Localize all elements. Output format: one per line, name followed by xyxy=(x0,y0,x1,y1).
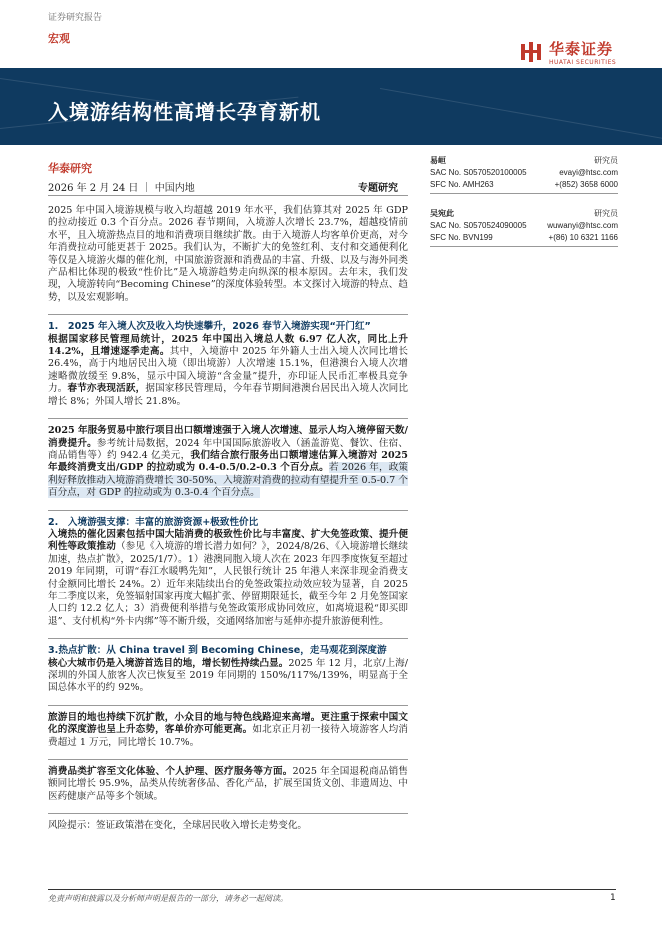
paragraph-text: 参考统计局数据，2024 年中国国际旅游收入（涵盖游览、餐饮、住宿、商品销售等）约 942.4 亿美元， xyxy=(48,437,408,461)
report-sector: 宏观 xyxy=(48,32,70,45)
logo-text-en: HUATAI SECURITIES xyxy=(549,59,617,66)
paragraph-text: 若 2026 年，政策利好释放推动入境游消费增长 30-50%、入境游对消费的拉动有望提升至 0.5-0.7 个百分点，对 GDP 的拉动或为 0.3-0.4 个百分点。 xyxy=(48,462,409,499)
analyst-role: 研究员 xyxy=(594,209,618,218)
brand-logo xyxy=(519,38,616,66)
section-3 xyxy=(48,638,408,695)
section-lead: 根据国家移民管理局统计，2025 年中国出入境总人数 6.97 亿人次，同比上升 14.2%，且增速逐季走高。 xyxy=(48,333,408,358)
analyst-sac: SAC No. S0570520100005 xyxy=(430,168,527,177)
analyst-card xyxy=(430,208,618,247)
research-org: 华泰研究 xyxy=(48,162,92,175)
section-text: 2025 年 12 月，北京/上海/深圳的外国人旅客人次已恢复至 2019 年同期的 150%/117%/139%，明显高于全国总体水平的约 92%。 xyxy=(48,657,408,694)
intro-paragraph: 2025 年中国入境游规模与收入均超越 2019 年水平，我们估算其对 2025 年 GDP 的拉动接近 0.3 个百分点。2026 春节期间，入境游人次增长 23.7%，超越疫情前水平，且入境游热点目的地和消费项目继续扩散。由于入境游人均客单价更高，对今年消费拉动可能更甚于 2025。我们认为，不断扩大的免签红利、支付和交通便利化等仅是入境游火爆的催化剂，中国旅游资源和消费品的丰富、升级、以及与海外同类产品相比体现的极致“性价比”是入境游趋势走向纵深的根本原因。去年末，我们发现，入境游转向“Becoming Chinese”的深度体验转型。本文探讨入境游的特点、趋势，以及宏观影响。 xyxy=(48,205,408,303)
section-heading: 1. 2025 年入境人次及收入均快速攀升，2026 春节入境游实现“开门红” xyxy=(48,321,371,333)
section-text: 据国家移民管理局，今年春节期间港澳台居民出入境人次同比增长 8%；外国人增长 21.8%。 xyxy=(48,383,409,407)
section-heading: 3.热点扩散：从 China travel 到 Becoming Chinese，走马观花到深度游 xyxy=(48,645,387,657)
section-lead: 春节亦表现活跃， xyxy=(67,383,146,395)
report-type: 专题研究 xyxy=(358,183,398,194)
report-body xyxy=(48,205,408,839)
paragraph-text: 如北京正月初一接待入境游客人均消费超过 1 万元，同比增长 10.7%。 xyxy=(48,724,409,748)
meta-divider xyxy=(48,195,408,196)
paragraph-destinations xyxy=(48,705,408,749)
analyst-sac: SAC No. S0570524090005 xyxy=(430,221,527,230)
section-lead: 核心大城市仍是入境游首选目的地，增长韧性持续凸显。 xyxy=(48,657,289,669)
paragraph-lead: 2025 年服务贸易中旅行项目出口额增速强于入境人次增速、显示人均入境停留天数/消费提升。 xyxy=(48,425,408,449)
analyst-sfc: SFC No. AMH263 xyxy=(430,180,494,189)
paragraph-services-trade xyxy=(48,418,408,499)
risk-note: 风险提示：签证政策潜在变化，全球居民收入增长走势变化。 xyxy=(48,813,408,832)
analyst-card xyxy=(430,155,618,194)
analyst-email[interactable]: evayi@htsc.com xyxy=(559,168,618,177)
logo-icon xyxy=(519,40,543,64)
paragraph-lead: 旅游目的地也持续下沉扩散，小众目的地与特色线路迎来高增。更注重于探索中国文化的深度游也呈上升态势，客单价亦可能更高。 xyxy=(48,711,408,736)
section-1 xyxy=(48,314,408,408)
title-banner xyxy=(0,68,662,145)
paragraph-lead: 消费品类扩容至文化体验、个人护理、医疗服务等方面。 xyxy=(48,766,293,778)
section-heading: 2. 入境游强支撑：丰富的旅游资源+极致性价比 xyxy=(48,516,259,528)
page-number: 1 xyxy=(610,893,616,903)
section-text: （参见《入境游的增长潜力如何？》，2024/8/26、《入境游增长继续加速，热点扩散》，2025/1/7）。1）港澳同胞入境人次在 2023 年四季度恢复至超过 2019 年同期，可谓“春江水暖鸭先知”，人民银行统计 25 年港人来深非现金消费支付金额同比增长 24%。2）近年来陆续出台的免签政策拉动效应较为显著，自 2025 年二季度以来，免签辐射国家再度大幅扩张、停留期限延长，截至今年 2 月免签国家人口约 12.2 亿人；3）消费便利举措与免签政策形成协同效应，如离境退税“即买即退”、支付机构“外卡内绑”等不断升级，交通网络加密与延伸亦提升旅游便利性。 xyxy=(48,541,409,627)
paragraph-highlight: 我们结合旅行服务出口额增速估算入境游对 2025 年最终消费支出/GDP 的拉动或为 0.4-0.5/0.2-0.3 个百分点。 xyxy=(48,449,408,474)
analyst-role: 研究员 xyxy=(594,156,618,165)
report-date-location: 2026 年 2 月 24 日 ｜ 中国内地 xyxy=(48,183,195,194)
analyst-email[interactable]: wuwanyi@htsc.com xyxy=(547,221,618,230)
section-lead: 入境热的催化因素包括中国大陆消费的极致性价比与丰富度、扩大免签政策、提升便利性等政策推动 xyxy=(48,528,408,553)
analyst-name: 吴宛此 xyxy=(430,209,454,218)
section-2 xyxy=(48,510,408,629)
footer-divider xyxy=(48,889,616,890)
report-category: 证券研究报告 xyxy=(48,13,103,23)
logo-text-cn: 华泰证券 xyxy=(549,40,614,58)
analyst-sfc: SFC No. BVN199 xyxy=(430,233,493,242)
section-text: 其中，入境游中 2025 年外籍人士出入境人次同比增长 26.4%，高于内地居民出入境（即出境游）人次增速 15.1%，但港澳台入境人次增速略微放缓至 9.8%，显示中国入境游“含金量”提升，亦印证人民币汇率极具竞争力。 xyxy=(48,346,409,395)
paragraph-text: 2025 年全国退税商品销售额同比增长 95.9%，品类从传统奢侈品、香化产品，扩展至国货文创、非遗周边、中医药健康产品等多个领域。 xyxy=(48,766,409,802)
report-title: 入境游结构性高增长孕育新机 xyxy=(48,100,321,124)
analyst-phone: +(852) 3658 6000 xyxy=(554,180,618,189)
footer-disclaimer: 免责声明和披露以及分析师声明是报告的一部分，请务必一起阅读。 xyxy=(48,894,288,903)
analyst-name: 易峘 xyxy=(430,156,446,165)
paragraph-categories xyxy=(48,759,408,803)
analyst-panel xyxy=(430,155,618,261)
analyst-phone: +(86) 10 6321 1166 xyxy=(548,233,618,242)
